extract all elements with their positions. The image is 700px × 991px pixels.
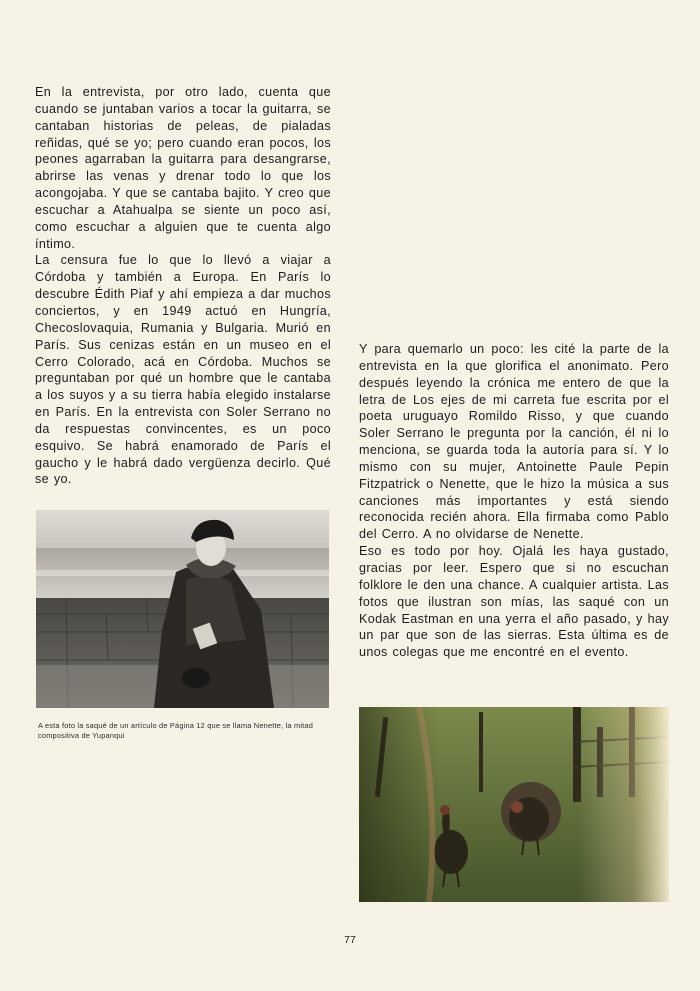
left-text-column: [35, 84, 331, 488]
page-number: 77: [344, 934, 356, 946]
photo-caption: A esta foto la saqué de un artículo de Página 12 que se llama Nenette, la mitad compositiva de Yupanqui: [38, 721, 314, 741]
photo-turkeys: [359, 707, 669, 902]
paragraph-censorship: La censura fue lo que lo llevó a viajar a Córdoba y también a Europa. En París lo descubre Édith Piaf y ahí empieza a dar muchos conciertos, y en 1949 actuó en Hungría, Checoslovaquia, Rumania y Bulgaria. Murió en París. Sus cenizas están en un museo en el Cerro Colorado, acá en Córdoba. Muchos se preguntaban por qué un hombre que le cantaba a los suyos y a su tierra había elegido instalarse en París. En la entrevista con Soler Serrano no da respuestas convincentes, es un poco esquivo. Se habrá enamorado de París el gaucho y le habrá dado vergüenza decirlo. Qué se yo.: [35, 253, 331, 487]
paragraph-interview: En la entrevista, por otro lado, cuenta que cuando se juntaban varios a tocar la guitarra, se cantaban historias de peleas, de pialadas reñidas, qué se yo; pero cuando eran pocos, los peones agarraban la guitarra para desangrarse, abrirse las venas y drenar todo lo que los acongojaba. Y que se cantaba bajito. Y creo que escuchar a Atahualpa se siente un poco así, como escuchar a alguien que te cuenta algo íntimo.: [35, 85, 331, 251]
paragraph-anonymity: Y para quemarlo un poco: les cité la parte de la entrevista en la que glorifica el anonimato. Pero después leyendo la crónica me entero de que la letra de Los ejes de mi carreta fue escrita por el poeta uruguayo Romildo Risso, y que cuando Soler Serrano le pregunta por la canción, él ni lo menciona, se guarda toda la autoría para sí. Y lo mismo con su mujer, Antoinette Paule Pepin Fitzpatrick o Nenette, que le hizo la música a sus canciones más importantes y está siendo reconocida recién ahora. Ella firmaba como Pablo del Cerro. A no olvidarse de Nenette.: [359, 342, 669, 542]
right-text-column: [359, 341, 669, 661]
photo-nenette: [36, 510, 329, 708]
paragraph-closing: Eso es todo por hoy. Ojalá les haya gustado, gracias por leer. Espero que si no escuchan folklore le den una chance. A cualquier artista. Las fotos que ilustran son mías, las saqué con un Kodak Eastman en una yerra el año pasado, y hay un par que son de las sierras. Esta última es de unos colegas que me encontré en el evento.: [359, 544, 669, 660]
